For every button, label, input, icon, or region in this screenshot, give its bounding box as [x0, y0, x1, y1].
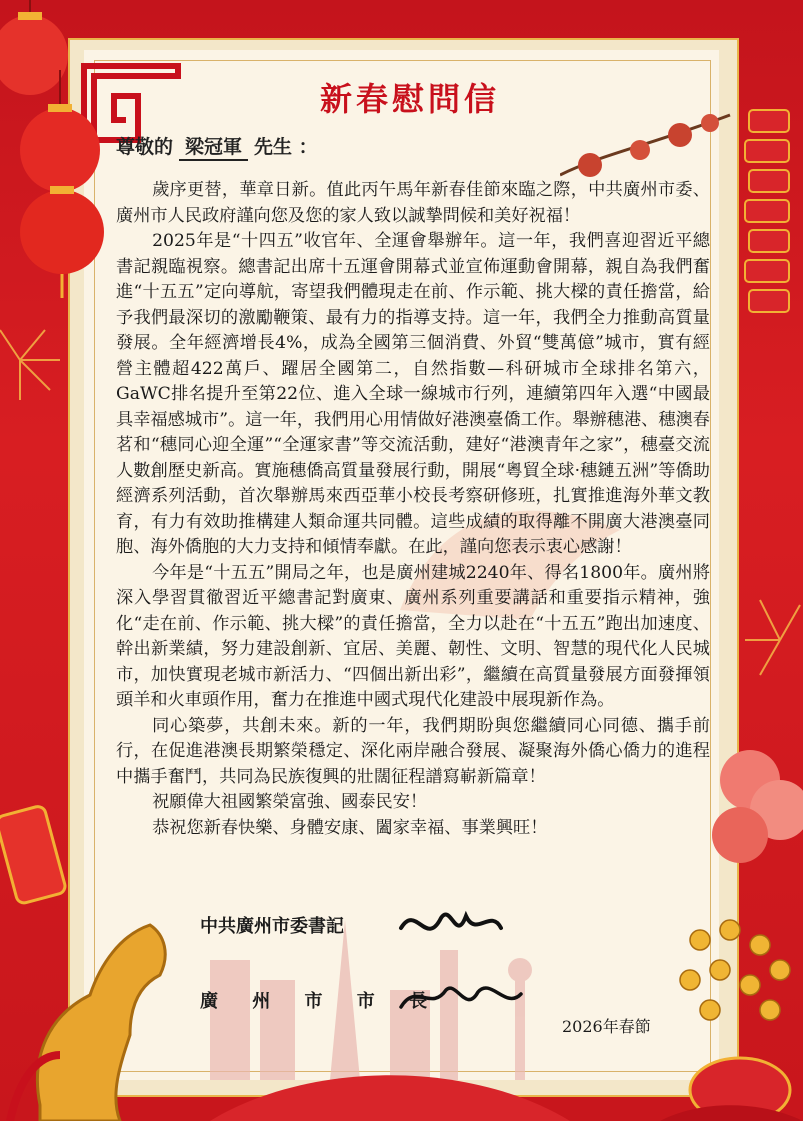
- golden-horse-icon: [0, 905, 190, 1121]
- paragraph: 2025年是“十四五”收官年、全運會舉辦年。這一年，我們喜迎習近平總書記親臨視察。總書記出席十五運會開幕式並宣佈運動會開幕，親自為我們奮進“十五五”定向導航，寄望我們體現走在前、作示範、挑大樑的責任擔當，給予我們最深切的激勵鞭策、最有力的指導支持。這一年，我們全力推動高質量發展。全年經濟增長4%，成為全國第三個消費、外貿“雙萬億”城市，實有經營主體超422萬戶、躍居全國第二，自然指數—科研城市全球排名第六，GaWC排名提升至第22位、進入全球一線城市行列，連續第四年入選“中國最具幸福感城市”。這一年，我們用心用情做好港澳臺僑工作。舉辦穗港、穗澳春茗和“穗同心迎全運”“全運家書”等交流活動，建好“港澳青年之家”，穗臺交流人數創歷史新高。實施穗僑高質量發展行動，開展“粵貿全球·穗鏈五洲”等僑助經濟系列活動，首次舉辦馬來西亞華小校長考察研修班，扎實推進海外華文教育，有力有效助推構建人類命運共同體。這些成績的取得離不開廣大港澳臺同胞、海外僑胞的大力支持和傾情奉獻。在此，謹向您表示衷心感謝！: [116, 231, 710, 557]
- paragraph: 歲序更替，華章日新。值此丙午馬年新春佳節來臨之際，中共廣州市委、廣州市人民政府謹向您及您的家人致以誠摯問候和美好祝福！: [116, 180, 710, 226]
- secretary-title: 中共廣州市委書記: [200, 916, 344, 937]
- money-tree-icon: [660, 900, 803, 1121]
- firework-left-icon: [0, 330, 60, 400]
- mayor-signature-icon: [396, 972, 526, 1022]
- mayor-title: 廣 州 市 市 長: [200, 991, 442, 1012]
- paragraph: 同心築夢，共創未來。新的一年，我們期盼與您繼續同心同德、攜手前行，在促進港澳長期繁榮穩定、深化兩岸融合發展、凝聚海外僑心僑力的進程中攜手奮鬥，共同為民族復興的壯闊征程譜寫嶄新篇章！: [116, 715, 710, 787]
- firecracker-left-icon: [0, 800, 70, 920]
- paragraph: 恭祝您新春快樂、身體安康、闔家幸福、事業興旺！: [152, 817, 548, 838]
- letter-date: 2026年春節: [562, 1017, 651, 1036]
- salutation-prefix: 尊敬的: [116, 136, 174, 158]
- recipient-name: 梁冠軍: [179, 132, 248, 161]
- paragraph: 今年是“十五五”開局之年，也是廣州建城2240年、得名1800年。廣州將深入學習貫徹習近平總書記對廣東、廣州系列重要講話和重要指示精神，強化“走在前、作示範、挑大樑”的責任擔當，全力以赴在“十五五”跑出加速度、幹出新業績，努力建設創新、宜居、美麗、韌性、文明、智慧的現代化人民城市，加快實現老城市新活力、“四個出新出彩”，繼續在高質量發展方面發揮領頭羊和火車頭作用，奮力在推進中國式現代化建設中展現新作為。: [116, 562, 710, 710]
- letter-body: [116, 178, 710, 841]
- salutation-suffix: 先生 ：: [254, 136, 318, 158]
- salutation: [116, 132, 318, 161]
- firework-right-icon: [745, 600, 800, 675]
- paragraph: 祝願偉大祖國繁榮富強、國泰民安！: [152, 792, 428, 812]
- letter-title: 新春慰問信: [319, 80, 500, 118]
- lanterns-icon: [0, 0, 110, 300]
- secretary-signature-icon: [396, 898, 506, 954]
- firecracker-icon: [735, 100, 803, 360]
- red-fan-icon: [210, 1040, 570, 1121]
